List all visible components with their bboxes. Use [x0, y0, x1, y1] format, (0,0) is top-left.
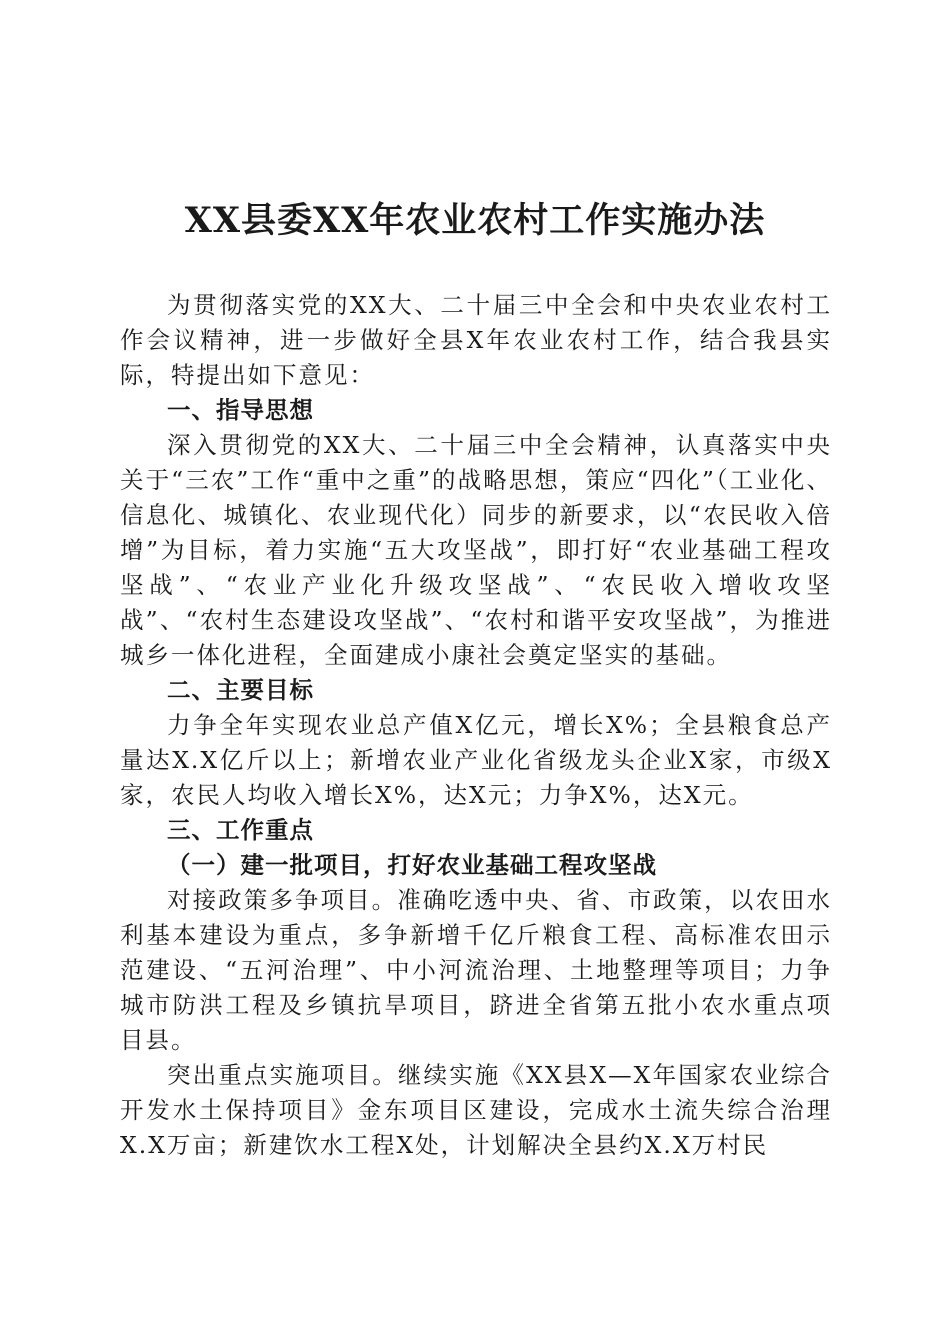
document-title: XX县委XX年农业农村工作实施办法	[184, 200, 766, 241]
main-goals-paragraph: 力争全年实现农业总产值X亿元，增长X%；全县粮食总产量达X.X亿斤以上；新增农业产业化省级龙头企业X家，市级X家，农民人均收入增长X%，达X元；力争X%，达X元。	[120, 711, 832, 809]
key-projects-paragraph: 突出重点实施项目。继续实施《XX县X—X年国家农业综合开发水土保持项目》金东项目区建设，完成水土流失综合治理X.X万亩；新建饮水工程X处，计划解决全县约X.X万村民	[120, 1061, 832, 1159]
policy-projects-paragraph: 对接政策多争项目。准确吃透中央、省、市政策，以农田水利基本建设为重点，多争新增千亿斤粮食工程、高标准农田示范建设、“五河治理”、中小河流治理、土地整理等项目；力争城市防洪工程及乡镇抗旱项目，跻进全省第五批小农水重点项目县。	[120, 886, 832, 1054]
section-heading-guiding-ideology: 一、指导思想	[167, 396, 314, 424]
section-heading-main-goals: 二、主要目标	[167, 676, 314, 704]
guiding-ideology-paragraph: 深入贯彻党的XX大、二十届三中全会精神，认真落实中央关于“三农”工作“重中之重”的战略思想，策应“四化”（工业化、信息化、城镇化、农业现代化）同步的新要求，以“农民收入倍增”为目标，着力实施“五大攻坚战”，即打好“农业基础工程攻坚战”、“农业产业化升级攻坚战”、“农民收入增收攻坚战”、“农村生态建设攻坚战”、“农村和谐平安攻坚战”，为推进城乡一体化进程，全面建成小康社会奠定坚实的基础。	[120, 431, 832, 669]
document-body	[120, 288, 832, 1163]
section-heading-work-focus: 三、工作重点	[167, 816, 314, 844]
intro-paragraph: 为贯彻落实党的XX大、二十届三中全会和中央农业农村工作会议精神，进一步做好全县X年农业农村工作，结合我县实际，特提出如下意见：	[120, 291, 832, 389]
subsection-heading-projects: （一）建一批项目，打好农业基础工程攻坚战	[167, 851, 657, 879]
